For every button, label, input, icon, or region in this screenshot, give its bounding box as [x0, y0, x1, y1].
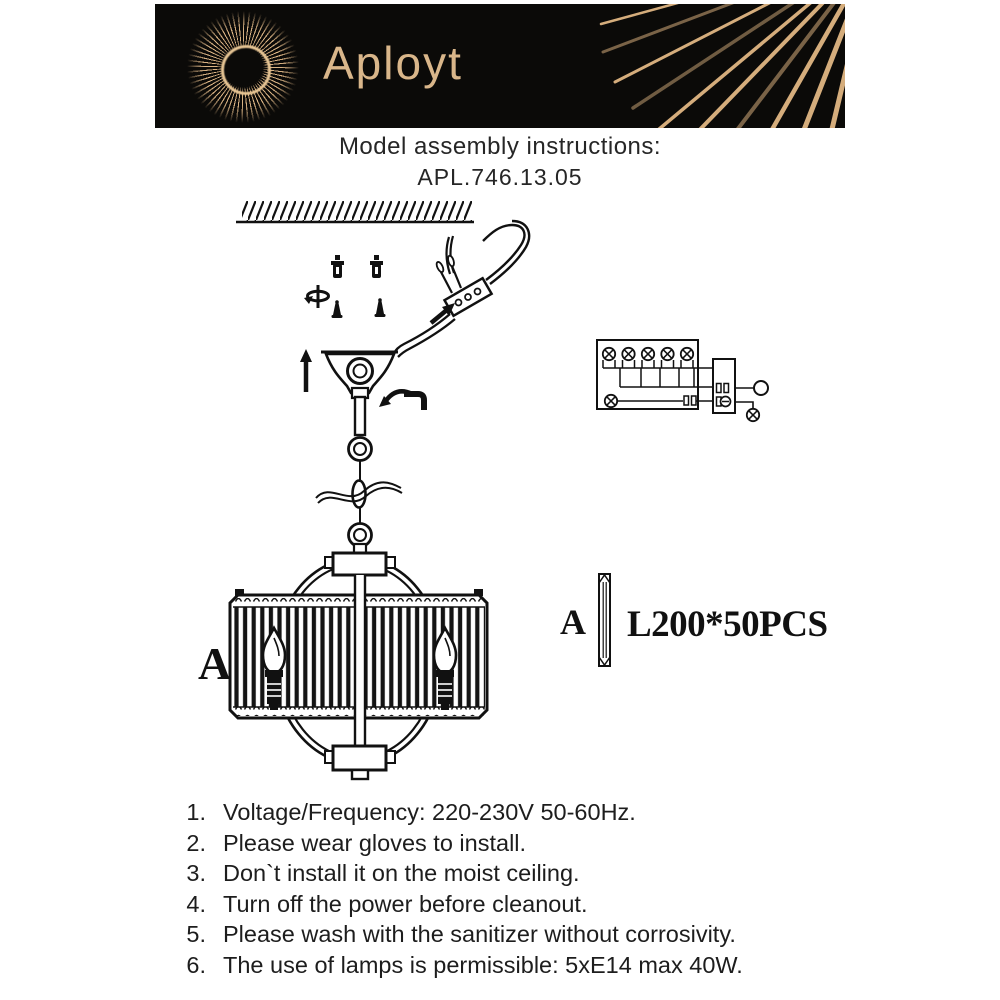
item-text: Please wash with the sanitizer without corrosivity. — [223, 921, 736, 947]
screw-icon — [375, 298, 386, 317]
item-number: 1. — [186, 799, 206, 825]
list-item — [180, 858, 860, 889]
canopy-drawing — [321, 352, 398, 398]
legend-label: A — [560, 602, 586, 642]
screw-icon — [332, 300, 343, 318]
part-label: A — [198, 638, 232, 689]
list-item — [180, 889, 860, 920]
page-title: Model assembly instructions: — [338, 133, 662, 160]
item-number: 5. — [186, 921, 206, 947]
item-text: Please wear gloves to install. — [223, 829, 527, 856]
item-text: The use of lamps is permissible: 5xE14 max 40W. — [223, 951, 743, 978]
item-number: 6. — [186, 951, 206, 978]
chandelier-body-drawing — [230, 544, 487, 779]
wall-anchor-icon — [331, 255, 344, 278]
wiring-diagram — [597, 340, 768, 421]
item-number: 4. — [186, 890, 206, 917]
wire-connector-drawing — [394, 221, 529, 357]
list-item — [180, 828, 860, 859]
list-item — [180, 797, 860, 828]
item-text: Voltage/Frequency: 220-230V 50-60Hz. — [223, 799, 636, 825]
list-item — [180, 919, 860, 950]
ground-symbol-icon — [747, 409, 759, 421]
item-number: 3. — [186, 860, 206, 886]
lamp-symbol — [605, 395, 617, 407]
wall-anchor-icon — [370, 255, 383, 278]
arrow-up-icon — [300, 349, 312, 392]
ceiling-hatch-drawing — [236, 201, 474, 222]
crystal-legend — [560, 574, 828, 666]
crystal-icon — [599, 574, 610, 666]
model-number: APL.746.13.05 — [417, 164, 583, 190]
legend-spec: L200*50PCS — [627, 604, 828, 645]
hook-icon — [379, 391, 424, 410]
terminal-block — [713, 359, 735, 413]
brand-wordmark: Aployt — [323, 37, 463, 89]
list-item — [180, 950, 860, 981]
item-number: 2. — [186, 829, 206, 856]
cord-drawing — [316, 482, 402, 503]
chain-drawing — [349, 397, 372, 547]
instructions-list — [180, 797, 860, 980]
neutral-terminal-icon — [754, 381, 768, 395]
item-text: Don`t install it on the moist ceiling. — [223, 860, 580, 886]
item-text: Turn off the power before cleanout. — [223, 890, 588, 917]
rotate-icon — [304, 285, 329, 308]
